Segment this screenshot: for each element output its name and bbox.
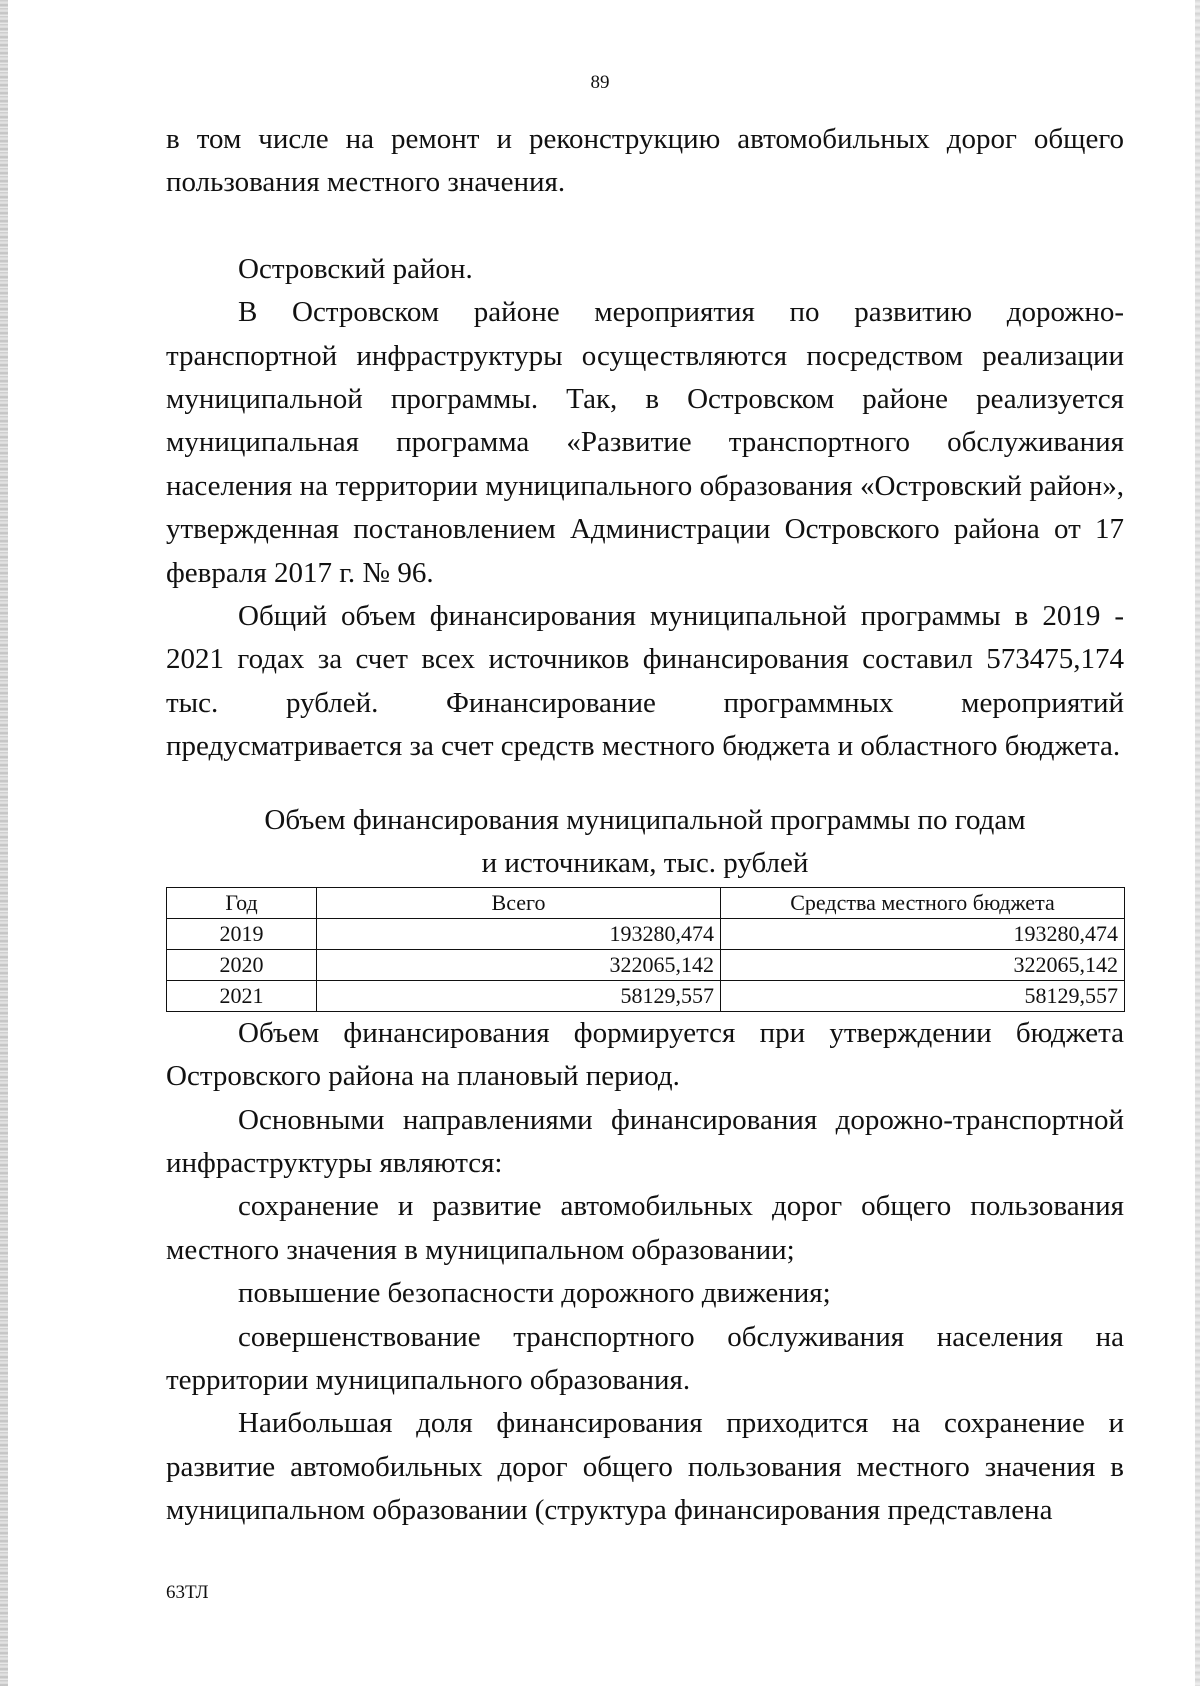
table-row (167, 980, 1125, 1011)
header-year: Год (167, 887, 317, 918)
table-header-row (167, 887, 1125, 918)
paragraph-program-description: В Островском районе мероприятия по развитию дорожно-транспортной инфраструктуры осуществляются посредством реализации муниципальной программы. Так, в Островском районе реализуется муниципальная программа «Развитие транспортного обслуживания населения на территории муниципального образования «Островский район», утвержденная постановлением Администрации Островского района от 17 февраля 2017 г. № 96. (166, 296, 1124, 589)
cell-year: 2020 (167, 949, 317, 980)
cell-local-budget: 322065,142 (721, 949, 1125, 980)
table-caption-line: и источникам, тыс. рублей (481, 846, 809, 879)
table-row (167, 949, 1125, 980)
cell-local-budget: 58129,557 (721, 980, 1125, 1011)
page-number: 89 (590, 72, 610, 93)
list-item: сохранение и развитие автомобильных дорог общего пользования местного значения в муниципальном образовании; (166, 1190, 1124, 1266)
scan-edge-left (0, 0, 8, 1686)
footer-code: 63ТЛ (166, 1582, 209, 1603)
cell-total: 193280,474 (317, 918, 721, 949)
paragraph-budget-formation: Объем финансирования формируется при утверждении бюджета Островского района на плановый период. (166, 1016, 1124, 1093)
cell-local-budget: 193280,474 (721, 918, 1125, 949)
section-heading: Островский район. (238, 252, 473, 285)
paragraph-continuation: в том числе на ремонт и реконструкцию автомобильных дорог общего пользования местного значения. (166, 123, 1124, 199)
header-local-budget: Средства местного бюджета (721, 887, 1125, 918)
paragraph-largest-share: Наибольшая доля финансирования приходится на сохранение и развитие автомобильных дорог общего пользования местного значения в муниципальном образовании (структура финансирования представлена (166, 1407, 1124, 1527)
cell-total: 322065,142 (317, 949, 721, 980)
scan-edge-right (1195, 0, 1200, 1686)
table-caption (166, 799, 1124, 885)
header-total: Всего (317, 887, 721, 918)
cell-total: 58129,557 (317, 980, 721, 1011)
paragraph-total-funding: Общий объем финансирования муниципальной программы в 2019 - 2021 годах за счет всех источников финансирования составил 573475,174 тыс. рублей. Финансирование программных мероприятий предусматривается за счет средств местного бюджета и областного бюджета. (166, 600, 1124, 763)
document-body (166, 118, 1124, 1533)
list-item: повышение безопасности дорожного движения; (238, 1277, 831, 1310)
funding-table (166, 887, 1125, 1012)
table-caption-line: Объем финансирования муниципальной программы по годам (264, 803, 1026, 836)
paragraph-gap (166, 205, 1124, 248)
paragraph-directions-intro: Основными направлениями финансирования дорожно-транспортной инфраструктуры являются: (166, 1103, 1124, 1179)
list-item: совершенствование транспортного обслуживания населения на территории муниципального образования. (166, 1320, 1124, 1396)
cell-year: 2019 (167, 918, 317, 949)
table-row (167, 918, 1125, 949)
cell-year: 2021 (167, 980, 317, 1011)
